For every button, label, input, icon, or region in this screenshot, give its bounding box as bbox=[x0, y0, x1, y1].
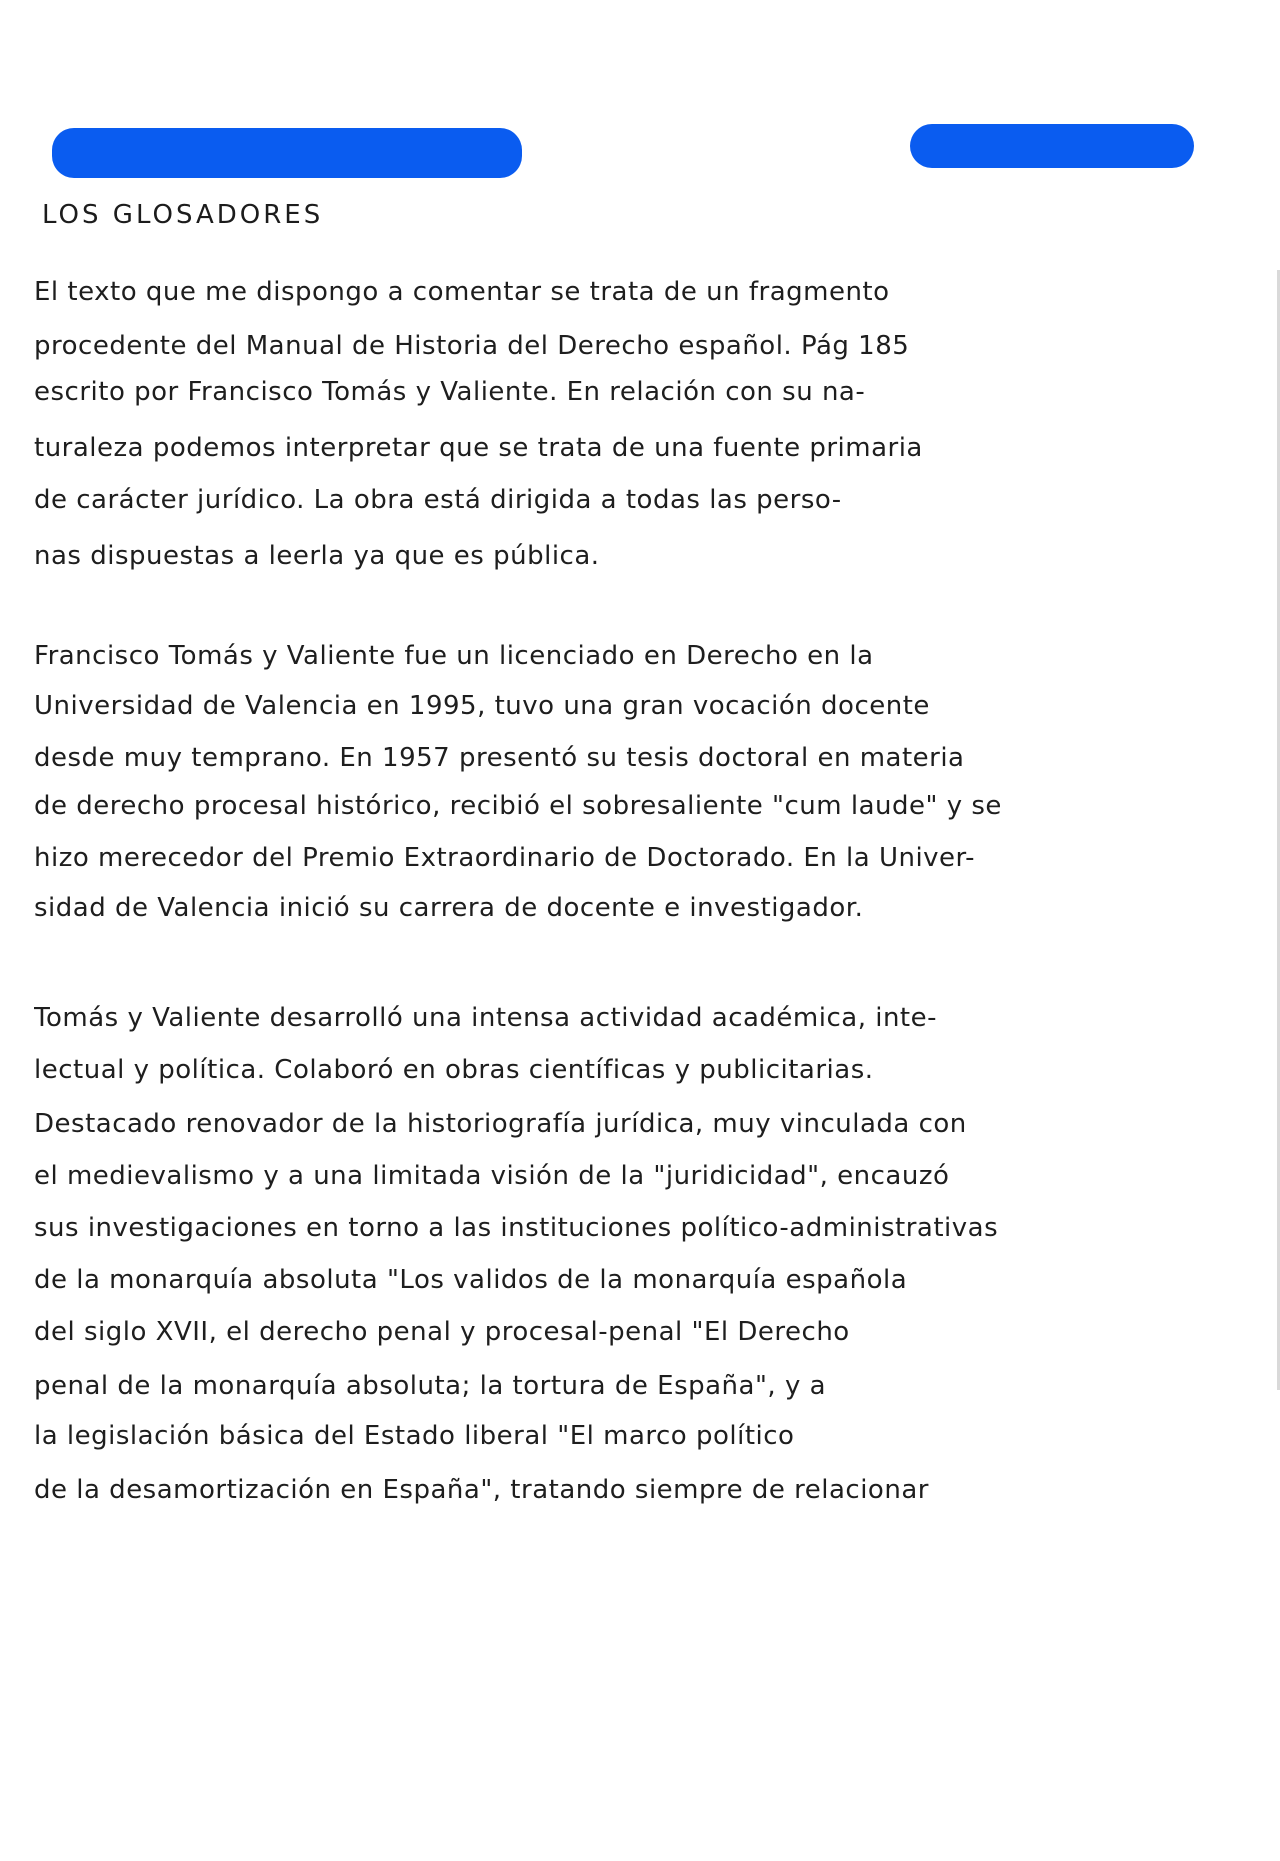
paragraph-1-line-6: nas dispuestas a leerla ya que es pública. bbox=[34, 541, 600, 571]
paragraph-3-line-9: la legislación básica del Estado liberal "El marco político bbox=[34, 1421, 795, 1451]
paragraph-3-line-6: de la monarquía absoluta "Los validos de la monarquía española bbox=[34, 1265, 908, 1295]
paragraph-3-line-4: el medievalismo y a una limitada visión de la "juridicidad", encauzó bbox=[34, 1161, 950, 1191]
paragraph-3-line-2: lectual y política. Colaboró en obras científicas y publicitarias. bbox=[34, 1055, 874, 1085]
paragraph-1-line-3: escrito por Francisco Tomás y Valiente. En relación con su na- bbox=[34, 377, 866, 407]
paragraph-2-line-2: Universidad de Valencia en 1995, tuvo una gran vocación docente bbox=[34, 691, 930, 721]
paragraph-3-line-10: de la desamortización en España", tratando siempre de relacionar bbox=[34, 1475, 929, 1505]
paragraph-2-line-6: sidad de Valencia inició su carrera de docente e investigador. bbox=[34, 893, 864, 923]
paragraph-1-line-5: de carácter jurídico. La obra está dirigida a todas las perso- bbox=[34, 485, 842, 515]
paragraph-2-line-3: desde muy temprano. En 1957 presentó su tesis doctoral en materia bbox=[34, 743, 965, 773]
paragraph-1-line-4: turaleza podemos interpretar que se trata de una fuente primaria bbox=[34, 433, 923, 463]
paragraph-2-line-4: de derecho procesal histórico, recibió el sobresaliente "cum laude" y se bbox=[34, 791, 1002, 821]
paragraph-1-line-1: El texto que me dispongo a comentar se trata de un fragmento bbox=[34, 277, 890, 307]
page-title: LOS GLOSADORES bbox=[42, 200, 324, 230]
paragraph-2-line-5: hizo merecedor del Premio Extraordinario de Doctorado. En la Univer- bbox=[34, 843, 975, 873]
redaction-mark-name bbox=[52, 128, 522, 178]
paragraph-3-line-8: penal de la monarquía absoluta; la tortura de España", y a bbox=[34, 1371, 827, 1401]
paragraph-3-line-5: sus investigaciones en torno a las instituciones político-administrativas bbox=[34, 1213, 999, 1243]
paragraph-2-line-1: Francisco Tomás y Valiente fue un licenciado en Derecho en la bbox=[34, 641, 874, 671]
paragraph-3-line-3: Destacado renovador de la historiografía jurídica, muy vinculada con bbox=[34, 1109, 967, 1139]
redaction-mark-date bbox=[910, 124, 1194, 168]
paragraph-1-line-2: procedente del Manual de Historia del Derecho español. Pág 185 bbox=[34, 331, 910, 361]
paragraph-3-line-7: del siglo XVII, el derecho penal y procesal-penal "El Derecho bbox=[34, 1317, 850, 1347]
paragraph-3-line-1: Tomás y Valiente desarrolló una intensa actividad académica, inte- bbox=[34, 1003, 937, 1033]
